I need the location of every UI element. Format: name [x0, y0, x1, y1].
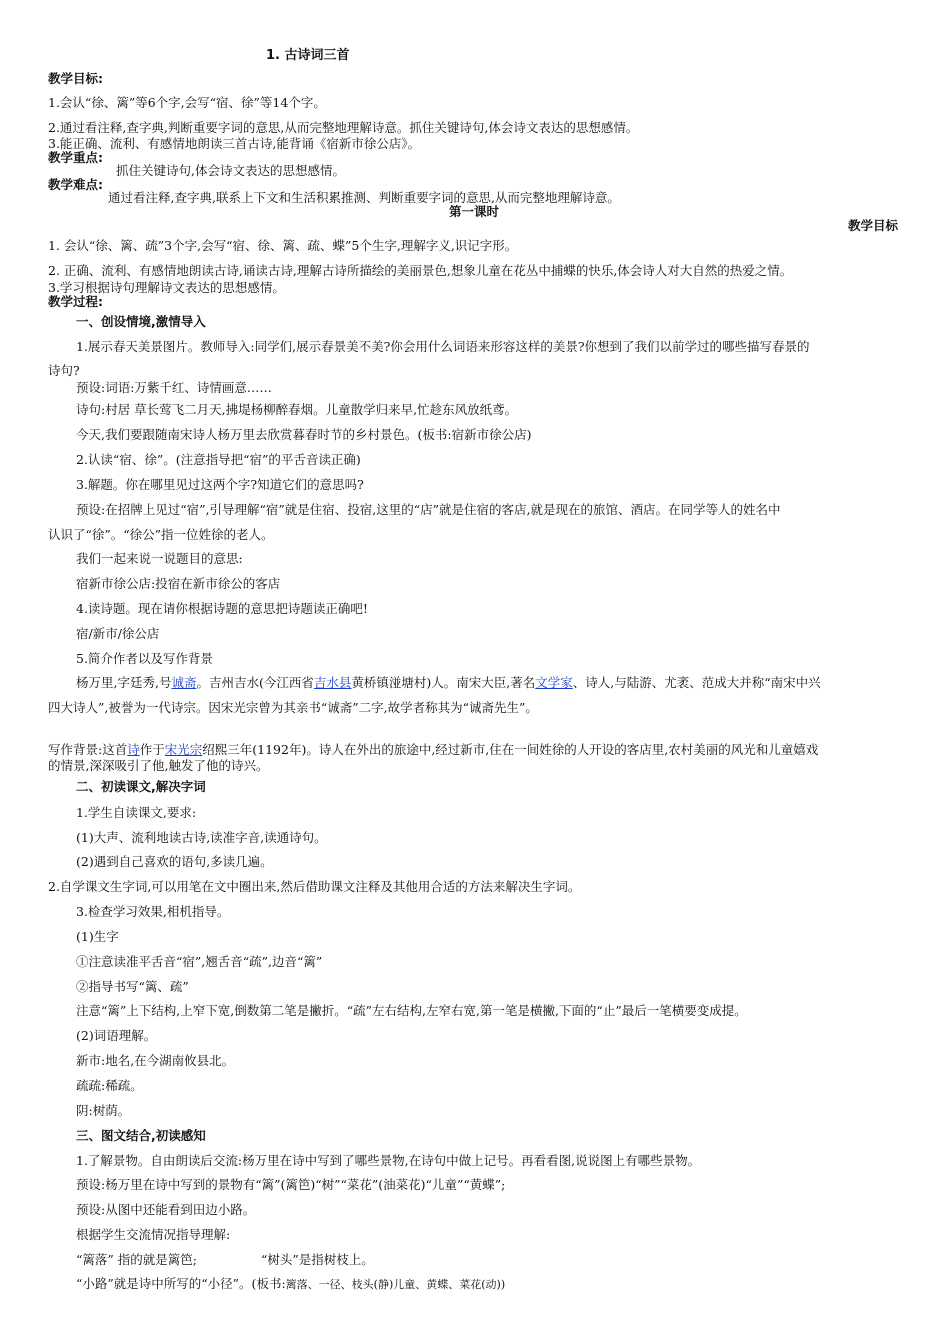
key-heading: 教学重点:: [48, 150, 103, 165]
s2-paragraph-8: ②指导书写“篱、疏”: [76, 979, 189, 994]
link-song-guangzong[interactable]: 宋光宗: [164, 742, 203, 757]
key-text: 抓住关键诗句,体会诗文表达的思想感情。: [116, 163, 345, 178]
s1-paragraph-8: 我们一起来说一说题目的意思:: [76, 551, 243, 566]
section-3-title: 三、图文结合,初读感知: [76, 1128, 206, 1143]
author-intro-line-1: [76, 675, 821, 690]
s1-paragraph-1b: 诗句?: [48, 363, 80, 378]
background-line-1: [48, 742, 818, 757]
s2-paragraph-13: 阴:树荫。: [76, 1103, 131, 1118]
s1-paragraph-9: 宿新市徐公店:投宿在新市徐公的客店: [76, 576, 281, 591]
s3-paragraph-6-text: “小路”就是诗中所写的“小径”。(板书:: [76, 1276, 286, 1291]
s3-paragraph-6: [76, 1276, 505, 1292]
s2-paragraph-11: 新市:地名,在今湖南攸县北。: [76, 1053, 235, 1068]
author-intro-text: 黄桥镇湴塘村)人。南宋大臣,著名: [351, 675, 536, 690]
s3-paragraph-5b: “树头”是指树枝上。: [261, 1252, 374, 1267]
s1-paragraph-12: 5.简介作者以及写作背景: [76, 651, 213, 666]
objective-1: 1.会认“徐、篱”等6个字,会写“宿、徐”等14个字。: [48, 95, 326, 110]
author-intro-text: 杨万里,字廷秀,号: [76, 675, 172, 690]
link-chengzhai[interactable]: 诚斋: [171, 675, 197, 690]
s1-paragraph-4: 今天,我们要跟随南宋诗人杨万里去欣赏暮春时节的乡村景色。(板书:宿新市徐公店): [76, 427, 532, 442]
s2-paragraph-7: ①注意读准平舌音“宿”,翘舌音“疏”,边音“篱”: [76, 954, 323, 969]
link-writer[interactable]: 文学家: [535, 675, 573, 690]
lesson-goal-3: 3.学习根据诗句理解诗文表达的思想感情。: [48, 280, 285, 295]
s1-paragraph-7b: 认识了“徐”。“徐公”指一位姓徐的老人。: [48, 527, 274, 542]
s1-paragraph-5: 2.认读“宿、徐”。(注意指导把“宿”的平舌音读正确): [76, 452, 361, 467]
lesson-goal-1: 1. 会认“徐、篱、疏”3个字,会写“宿、徐、篱、疏、蝶”5个生字,理解字义,识记字形。: [48, 238, 518, 253]
s2-paragraph-2: (1)大声、流利地读古诗,读准字音,读通诗句。: [76, 830, 327, 845]
link-jishui-county[interactable]: 吉水县: [313, 675, 352, 690]
s2-paragraph-6: (1)生字: [76, 929, 119, 944]
difficulty-text: 通过看注释,查字典,联系上下文和生活积累推测、判断重要字词的意思,从而完整地理解诗意。: [108, 190, 620, 205]
link-poem[interactable]: 诗: [127, 742, 140, 757]
objectives-heading: 教学目标:: [48, 71, 103, 86]
s2-paragraph-10: (2)词语理解。: [76, 1028, 157, 1043]
objective-3: 3.能正确、流利、有感情地朗读三首古诗,能背诵《宿新市徐公店》。: [48, 136, 421, 151]
s1-paragraph-6: 3.解题。你在哪里见过这两个字?知道它们的意思吗?: [76, 477, 364, 492]
background-line-2: 的情景,深深吸引了他,触发了他的诗兴。: [48, 758, 269, 773]
s3-paragraph-5a: “篱落” 指的就是篱笆;: [76, 1252, 197, 1267]
objective-2: 2.通过看注释,查字典,判断重要字词的意思,从而完整地理解诗意。抓住关键诗句,体会诗文表达的思想感情。: [48, 120, 639, 135]
lesson-title: 第一课时: [449, 204, 500, 219]
s2-paragraph-4: 2.自学课文生字词,可以用笔在文中圈出来,然后借助课文注释及其他用合适的方法来解决生字词。: [48, 879, 581, 894]
s1-paragraph-11: 宿/新市/徐公店: [76, 626, 160, 641]
background-text: 绍熙三年(1192年)。诗人在外出的旅途中,经过新市,住在一间姓徐的人开设的客店里,农村美丽的风光和儿童嬉戏: [202, 742, 819, 757]
s3-paragraph-3: 预设:从图中还能看到田边小路。: [76, 1202, 256, 1217]
author-intro-line-2: 四大诗人”,被誉为一代诗宗。因宋光宗曾为其亲书“诚斋”二字,故学者称其为“诚斋先生”。: [48, 700, 538, 715]
s2-paragraph-12: 疏疏:稀疏。: [76, 1078, 143, 1093]
s1-paragraph-1a: 1.展示春天美景图片。教师导入:同学们,展示春景美不美?你会用什么词语来形容这样的美景?你想到了我们以前学过的哪些描写春景的: [76, 339, 810, 354]
s1-paragraph-10: 4.读诗题。现在请你根据诗题的意思把诗题读正确吧!: [76, 601, 368, 616]
s2-paragraph-9: 注意“篱”上下结构,上窄下宽,倒数第二笔是撇折。“疏”左右结构,左窄右宽,第一笔是横撇,下面的“止”最后一笔横要变成提。: [76, 1003, 747, 1018]
author-intro-text: 。吉州吉水(今江西省: [196, 675, 314, 690]
difficulty-heading: 教学难点:: [48, 177, 103, 192]
s3-paragraph-4: 根据学生交流情况指导理解:: [76, 1227, 231, 1242]
s2-paragraph-3: (2)遇到自己喜欢的语句,多读几遍。: [76, 854, 273, 869]
process-heading: 教学过程:: [48, 294, 103, 309]
s2-paragraph-5: 3.检查学习效果,相机指导。: [76, 904, 230, 919]
doc-title: 1. 古诗词三首: [266, 48, 350, 63]
s3-paragraph-1: 1.了解景物。自由朗读后交流:杨万里在诗中写到了哪些景物,在诗句中做上记号。再看看图,说说图上有哪些景物。: [76, 1153, 701, 1168]
s3-paragraph-2: 预设:杨万里在诗中写到的景物有“篱”(篱笆)“树”“菜花”(油菜花)“儿童”“黄蝶”;: [76, 1177, 506, 1192]
lesson-goal-heading: 教学目标: [848, 218, 899, 233]
s1-paragraph-7a: 预设:在招牌上见过“宿”,引导理解“宿”就是住宿、投宿,这里的“店”就是住宿的客店,就是现在的旅馆、酒店。在同学等人的姓名中: [76, 502, 781, 517]
s1-paragraph-2: 预设:词语:万紫千红、诗情画意……: [76, 380, 272, 395]
board-note: 篱落、一径、枝头(静)儿童、黄蝶、菜花(动)): [285, 1278, 506, 1291]
background-text: 写作背景:这首: [48, 742, 128, 757]
background-text: 作于: [139, 742, 165, 757]
section-2-title: 二、初读课文,解决字词: [76, 779, 206, 794]
section-1-title: 一、创设情境,激情导入: [76, 314, 206, 329]
s2-paragraph-1: 1.学生自读课文,要求:: [76, 805, 197, 820]
s1-paragraph-3: 诗句:村居 草长莺飞二月天,拂堤杨柳醉春烟。儿童散学归来早,忙趁东风放纸鸢。: [76, 402, 518, 417]
author-intro-text: 、诗人,与陆游、尤袤、范成大并称“南宋中兴: [572, 675, 821, 690]
lesson-goal-2: 2. 正确、流利、有感情地朗读古诗,诵读古诗,理解古诗所描绘的美丽景色,想象儿童在花丛中捕蝶的快乐,体会诗人对大自然的热爱之情。: [48, 263, 793, 278]
